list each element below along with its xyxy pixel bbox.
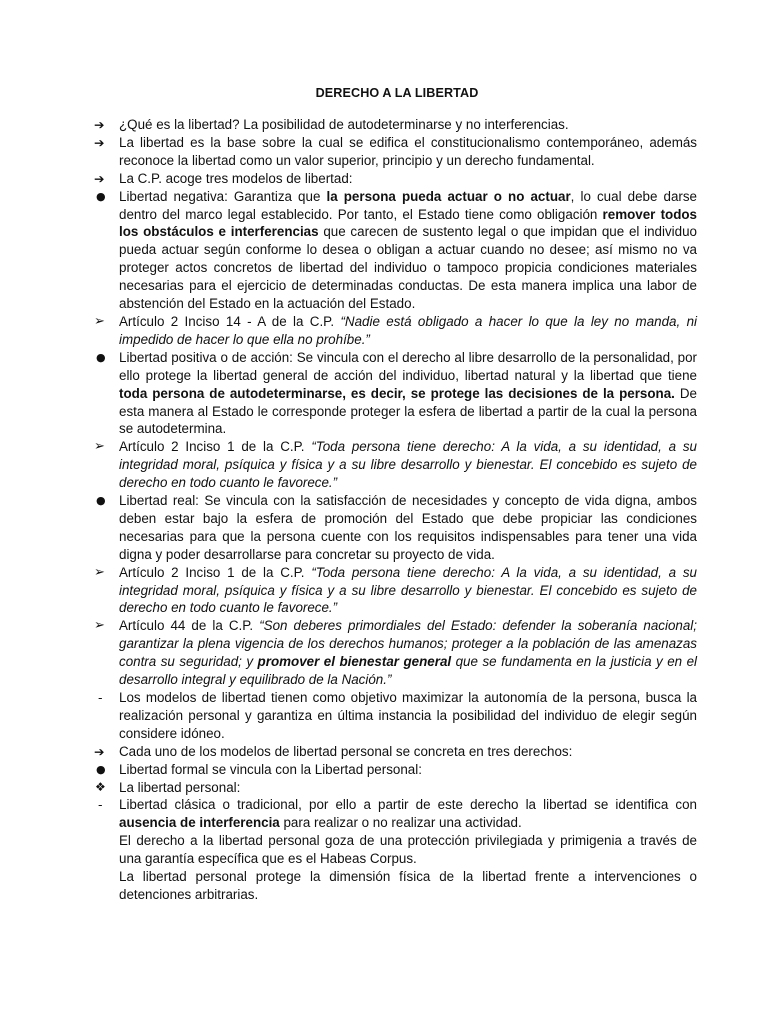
dash-bullet-icon: - (98, 690, 103, 705)
list-item (94, 349, 697, 439)
list-item (94, 170, 697, 188)
body-text: Libertad clásica o tradicional, por ello a partir de este derecho la libertad se identifica con (119, 797, 697, 813)
body-text: De esta manera al Estado le corresponde proteger la esfera de libertad a partir de la cual la persona se autodetermina. (119, 385, 697, 437)
body-text: ¿Qué es la libertad? La posibilidad de autodeterminarse y no interferencias. (119, 117, 569, 132)
body-text: Artículo 44 de la C.P. (119, 618, 260, 634)
dot-bullet-icon: ● (96, 762, 106, 776)
list-item (94, 689, 697, 743)
emphasis-text: promover el bienestar general (257, 654, 452, 670)
list-item (94, 438, 697, 492)
quote-text: “Toda persona tiene derecho: A la vida, a su identidad, a su integridad moral, psíquica y física y a su libre desarrollo y bienestar. El concebido es sujeto de derecho en todo cuanto le favorece.” (119, 564, 697, 616)
list-item (94, 313, 697, 349)
body-text: para realizar o no realizar una actividad. (279, 815, 522, 831)
chevron-bullet-icon: ➢ (94, 439, 105, 455)
body-text: La libertad es la base sobre la cual se edifica el constitucionalismo contemporáneo, además reconoce la libertad como un valor superior, principio y un derecho fundamental. (119, 134, 697, 168)
emphasis-text: toda persona de autodeterminarse, es decir, se protege las decisiones de la persona. (119, 385, 675, 401)
list-item (94, 492, 697, 564)
emphasis-text: remover todos los obstáculos e interferencias (119, 206, 698, 240)
body-text: Artículo 2 Inciso 14 - A de la C.P. (119, 313, 341, 329)
document-title: DERECHO A LA LIBERTAD (315, 86, 479, 100)
list-item (94, 761, 697, 779)
body-text: La libertad personal: (119, 779, 241, 795)
list-item (94, 796, 697, 903)
chevron-bullet-icon: ➢ (94, 618, 105, 634)
dash-bullet-icon: - (98, 797, 103, 813)
chevron-bullet-icon: ➢ (94, 313, 105, 329)
body-text: El derecho a la libertad personal goza de una protección privilegiada y primigenia a través de una garantía específica que es el Habeas Corpus. (119, 833, 697, 867)
diamond-bullet-icon: ❖ (95, 779, 106, 794)
list-item (94, 134, 697, 170)
body-text: Artículo 2 Inciso 1 de la C.P. (119, 439, 312, 455)
body-text: Cada uno de los modelos de libertad personal se concreta en tres derechos: (119, 743, 573, 759)
body-text: Libertad negativa: Garantiza que (119, 188, 327, 204)
body-text: La libertad personal protege la dimensión física de la libertad frente a intervenciones o detenciones arbitrarias. (119, 869, 697, 902)
paragraph (119, 868, 697, 904)
list-item (94, 743, 697, 761)
list-item (94, 188, 697, 313)
arrow-bullet-icon: ➔ (94, 743, 105, 759)
body-text: Libertad positiva o de acción: Se vincula con el derecho al libre desarrollo de la personalidad, por ello protege la libertad general de acción del individuo, libertad natural y la libertad que tiene (119, 349, 697, 383)
emphasis-text: ausencia de interferencia (119, 815, 280, 831)
quote-text: que se fundamenta en la justicia y en el desarrollo integral y equilibrado de la Nación.” (119, 654, 697, 688)
body-text: Los modelos de libertad tienen como objetivo maximizar la autonomía de la persona, busca la realización personal y garantiza en última instancia la posibilidad del individuo de elegir según considere idóneo. (119, 690, 697, 741)
emphasis-text: la persona pueda actuar o no actuar (326, 188, 571, 204)
quote-text: “Son deberes primordiales del Estado: defender la soberanía nacional; garantizar la plena vigencia de los derechos humanos; proteger a la población de las amenazas contra su seguridad; y (119, 618, 698, 670)
list-item (94, 779, 697, 797)
list-item (94, 564, 697, 618)
dot-bullet-icon: ● (96, 350, 106, 364)
quote-text: “Nadie está obligado a hacer lo que la ley no manda, ni impedido de hacer lo que ella no prohíbe.” (119, 313, 697, 347)
body-text: La C.P. acoge tres modelos de libertad: (119, 170, 353, 186)
arrow-bullet-icon: ➔ (94, 170, 105, 186)
arrow-bullet-icon: ➔ (94, 134, 105, 150)
paragraph (119, 796, 697, 832)
body-text: , lo cual debe darse dentro del marco legal establecido. Por tanto, el Estado tiene como obligación (119, 188, 698, 222)
body-text: Libertad formal se vincula con la Libertad personal: (119, 761, 422, 777)
dot-bullet-icon: ● (96, 189, 106, 203)
body-text: que carecen de sustento legal o que impidan que el individuo pueda actuar según conforme lo desea o obligan a actuar cuando no desee; así mismo no va proteger actos concretos de libertad del individuo o tampoco propicia condiciones materiales necesarias para el ejercicio de determinadas conductas. De esta manera implica una labor de abstención del Estado en la actuación del Estado. (119, 224, 697, 312)
quote-text: “Toda persona tiene derecho: A la vida, a su identidad, a su integridad moral, psíquica y física y a su libre desarrollo y bienestar. El concebido es sujeto de derecho en todo cuanto le favorece.” (119, 439, 697, 491)
body-text: Libertad real: Se vincula con la satisfacción de necesidades y concepto de vida digna, ambos deben estar bajo la esfera de promoción del Estado que debe propiciar las condiciones necesarias para que la persona cuente con los requisitos indispensables para tener una vida digna y poder desarrollarse para concretar su proyecto de vida. (119, 493, 697, 562)
body-text: Artículo 2 Inciso 1 de la C.P. (119, 564, 312, 580)
dot-bullet-icon: ● (96, 494, 106, 508)
arrow-bullet-icon: ➔ (94, 117, 105, 132)
list-item (94, 116, 697, 134)
list-item (94, 617, 697, 689)
paragraph (119, 832, 697, 868)
document-list (94, 116, 697, 904)
chevron-bullet-icon: ➢ (94, 564, 105, 580)
